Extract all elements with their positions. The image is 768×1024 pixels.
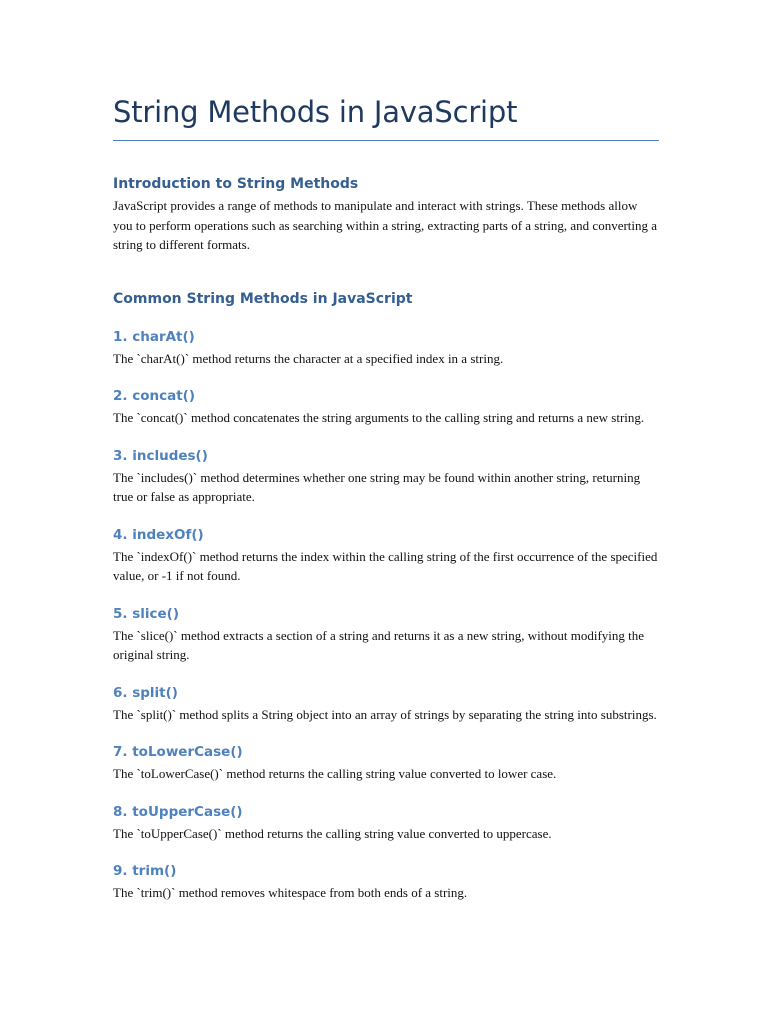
- title-divider: [113, 140, 659, 141]
- method-touppercase: [113, 803, 659, 844]
- method-description: The `split()` method splits a String object into an array of strings by separating the string into substrings.: [113, 706, 657, 722]
- method-charat: [113, 328, 659, 369]
- method-description: The `indexOf()` method returns the index within the calling string of the first occurrence of the specified value, or -1 if not found.: [113, 548, 658, 583]
- method-heading: 3. includes(): [113, 447, 208, 464]
- method-concat: [113, 387, 659, 428]
- method-description: The `trim()` method removes whitespace from both ends of a string.: [113, 885, 468, 900]
- method-heading: 8. toUpperCase(): [113, 803, 243, 820]
- intro-paragraph: JavaScript provides a range of methods to manipulate and interact with strings. These methods allow you to perform operations such as searching within a string, extracting parts of a string, and converting a string to different formats.: [113, 198, 658, 252]
- method-description: The `includes()` method determines whether one string may be found within another string, returning true or false as appropriate.: [113, 469, 641, 504]
- method-heading: 5. slice(): [113, 605, 180, 622]
- common-methods-heading: Common String Methods in JavaScript: [113, 290, 413, 307]
- method-heading: 9. trim(): [113, 863, 177, 879]
- method-description: The `toLowerCase()` method returns the calling string value converted to lower case.: [113, 766, 557, 781]
- method-heading: 1. charAt(): [113, 328, 195, 345]
- document-content: [113, 92, 659, 903]
- method-indexof: [113, 526, 659, 586]
- method-heading: 6. split(): [113, 684, 178, 701]
- document-title: String Methods in JavaScript: [113, 95, 518, 129]
- method-description: The `slice()` method extracts a section of a string and returns it as a new string, without modifying the original string.: [113, 627, 645, 662]
- intro-heading: Introduction to String Methods: [113, 176, 359, 192]
- method-tolowercase: [113, 743, 659, 784]
- method-trim: [113, 862, 659, 903]
- method-split: [113, 684, 659, 725]
- method-heading: 7. toLowerCase(): [113, 744, 243, 760]
- method-description: The `charAt()` method returns the character at a specified index in a string.: [113, 350, 504, 366]
- method-heading: 2. concat(): [113, 388, 196, 404]
- method-heading: 4. indexOf(): [113, 526, 204, 543]
- method-includes: [113, 447, 659, 507]
- method-slice: [113, 605, 659, 665]
- method-description: The `toUpperCase()` method returns the calling string value converted to uppercase.: [113, 825, 552, 841]
- method-description: The `concat()` method concatenates the string arguments to the calling string and returns a new string.: [113, 410, 645, 425]
